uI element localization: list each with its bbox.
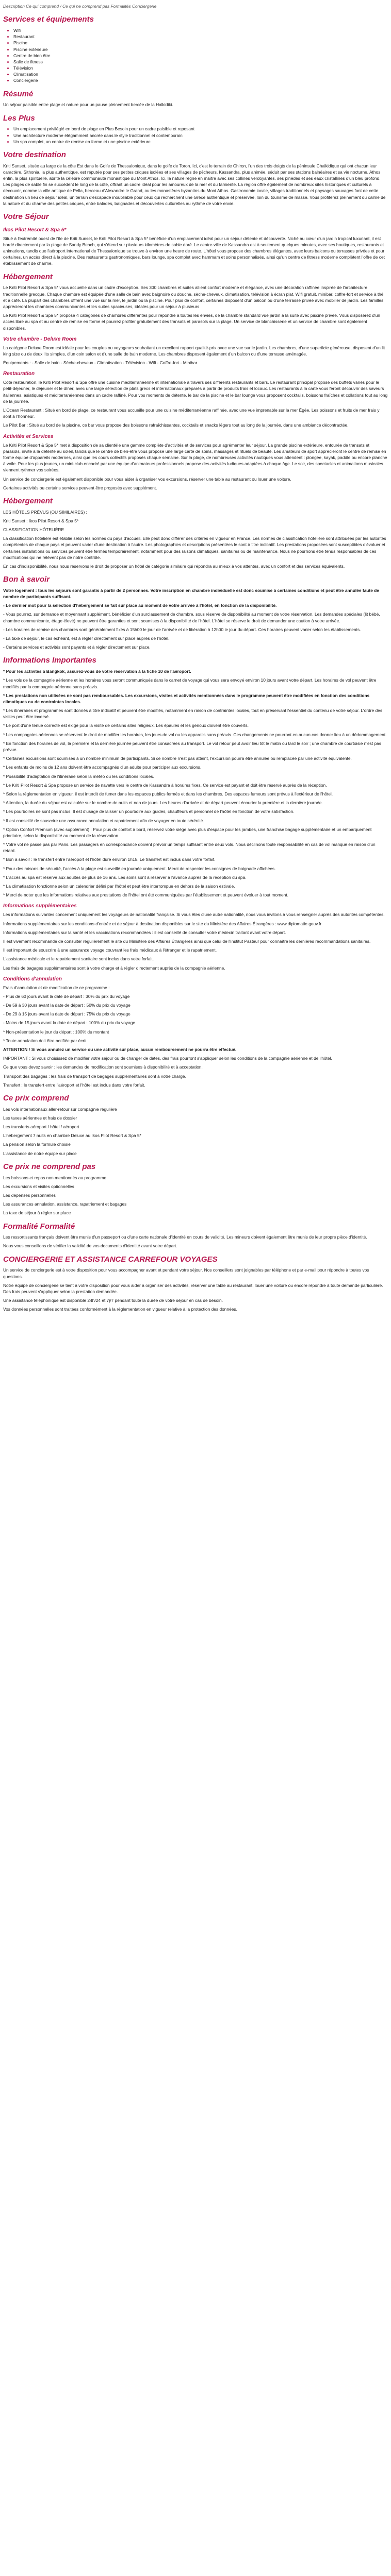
section-heading-informations-importantes: Informations Importantes [3,656,96,665]
paragraph: - Les horaires de remise des chambres sont généralement fixés à 15h00 le jour de l'arrivée et de libération à 12h00 le jour du départ. Ces horaires peuvent varier selon les établissements. [3,626,361,632]
paragraph: - Moins de 15 jours avant la date de départ : 100% du prix du voyage [3,1020,136,1026]
subsection-heading-votre-chambre-deluxe-room: Votre chambre - Deluxe Room [3,336,77,342]
subsection-heading-activit-s-et-services: Activités et Services [3,433,54,439]
top-caption: Description Ce qui comprend / Ce qui ne comprend pas Formalités Conciergerie [3,4,157,9]
paragraph: La pension selon la formule choisie [3,1142,71,1147]
section-heading-votre-s-jour: Votre Séjour [3,212,49,221]
paragraph: Les boissons et repas non mentionnés au programme [3,1175,107,1180]
paragraph: Un séjour paisible entre plage et nature pour un pause pleinement bercée de la Halkidiki. [3,102,173,108]
paragraph: La catégorie Deluxe Room est idéale pour les couples ou voyageurs souhaitant un excellent rapport qualité-prix avec une vue sur le jardin. Les chambres, d'une superficie généreuse, disposent d'un lit king size ou de deux lits simples, d'un coin salon et d'une salle de bain moderne. Les chambres disposent également d'un balcon ou d'une terrasse aménagée. [3,345,385,357]
paragraph: Vos données personnelles sont traitées conformément à la réglementation en vigueur relative à la protection des données. [3,1307,237,1312]
paragraph: Le Kriti Pilot Resort & Spa 5* propose 4 catégories de chambres différentes pour répondre à toutes les envies, de la chambre standard vue jardin à la suite avec piscine privée. Vous disposerez d'un accès libre au spa et au centre de remise en forme et pourrez profiter gratuitement des transats et parasols sur la plage. Un service de blanchisserie et un service de chambre sont également disponibles. [3,313,380,331]
list-item-text: Télévision [13,65,33,71]
subsection-heading-conditions-d-annulation: Conditions d'annulation [3,976,62,982]
list-item [13,71,388,77]
paragraph: L'Ocean Restaurant : Situé en bord de plage, ce restaurant vous accueille pour une cuisine méditerranéenne raffinée, avec une vue imprenable sur la mer Égée. Les poissons et fruits de mer frais y sont à l'honneur. [3,408,380,419]
list-item-text: Un emplacement privilégié en bord de plage en Plus Besoin pour un cadre paisible et reposant [13,126,195,132]
paragraph: - Plus de 60 jours avant la date de départ : 30% du prix du voyage [3,993,130,999]
paragraph: - La taxe de séjour, le cas échéant, est à régler directement sur place auprès de l'hôtel. [3,636,170,641]
paragraph: Côté restauration, le Kriti Pilot Resort & Spa offre une cuisine méditerranéenne et internationale à travers ses différents restaurants et bars. Le restaurant principal propose des buffets variés pour le petit-déjeuner, le déjeuner et le dîner, avec une large sélection de plats grecs et internationaux préparés à partir de produits frais et locaux. Les restaurants à la carte vous feront découvrir des saveurs italiennes, asiatiques et méditerranéennes dans un cadre raffiné. Pour vos moments de détente, le bar de la piscine et le bar lounge vous proposent cocktails, boissons fraîches et collations tout au long de la journée. [3,380,388,404]
section-heading-h-bergement: Hébergement [3,496,53,505]
paragraph: * Les enfants de moins de 12 ans doivent être accompagnés d'un adulte pour participer aux excursions. [3,765,202,770]
paragraph: L'hébergement 7 nuits en chambre Deluxe au Ikos Pilot Resort & Spa 5* [3,1133,141,1139]
paragraph: Les dépenses personnelles [3,1192,56,1198]
paragraph: * Certaines excursions sont soumises à un nombre minimum de participants. Si ce nombre n'est pas atteint, l'excursion pourra être annulée ou remplacée par une activité équivalente. [3,756,352,761]
paragraph: Le Kriti Pilot Resort & Spa 5* met à disposition de sa clientèle une gamme complète d'activités et de services pour agrémenter leur séjour. La grande piscine extérieure, entourée de transats et parasols, invite à la détente au soleil, tandis que le centre de bien-être vous propose une large carte de soins, massages et rituels de beauté. Les amateurs de sport apprécieront le centre de remise en forme équipé d'appareils modernes, ainsi que les cours collectifs proposés chaque semaine. Sur la plage, de nombreuses activités nautiques vous attendent : plongée, kayak, paddle ou encore planche à voile. Pour les plus jeunes, un mini-club encadré par une équipe d'animateurs professionnels propose des activités ludiques adaptées à chaque âge. Le soir, des spectacles et animations musicales viennent rythmer vos soirées. [3,442,387,473]
paragraph: Les frais de bagages supplémentaires sont à votre charge et à régler directement auprès de la compagnie aérienne. [3,965,225,971]
paragraph: L'assistance médicale et le rapatriement sanitaire sont inclus dans votre forfait. [3,956,154,962]
paragraph: * Le Kriti Pilot Resort & Spa propose un service de navette vers le centre de Kassandra à horaires fixes. Ce service est payant et doit être réservé auprès de la réception. [3,782,327,788]
section-heading-h-bergement: Hébergement [3,272,53,281]
paragraph: L'assistance de notre équipe sur place [3,1150,77,1156]
list-item-text: Centre de bien être [13,53,51,58]
bullet-list [3,126,388,145]
section-heading-les-plus: Les Plus [3,113,35,123]
paragraph: Un service de conciergerie est également disponible pour vous aider à organiser vos excursions, réserver une table au restaurant ou louer une voiture. [3,476,291,482]
paragraph: Votre logement : tous les séjours sont garantis à partir de 2 personnes. Votre inscription en chambre individuelle est donc soumise à certaines conditions et peut être annulée faute de nombre de participants suffisant. [3,587,379,600]
paragraph: Transport des bagages : les frais de transport de bagages supplémentaires sont à votre charge. [3,1073,186,1079]
paragraph: Les taxes aériennes et frais de dossier [3,1115,77,1121]
list-item-text: Piscine [13,40,27,46]
section-heading-ce-prix-ne-comprend-pas: Ce prix ne comprend pas [3,1162,96,1171]
section-heading-bon-savoir: Bon à savoir [3,575,50,584]
paragraph: ATTENTION ! Si vous annulez un service ou une activité sur place, aucun remboursement ne pourra être effectué. [3,1047,237,1052]
paragraph: Ce que vous devez savoir : les demandes de modification sont soumises à disponibilité et à acceptation. [3,1064,203,1070]
paragraph: Kriti Sunset, située au large de la côte Est dans le Golfe de Thessalonique, dans le golfe de Toron. Ici, c'est le terrain de Chiron, l'un des trois doigts de la péninsule Chalkidique qui ont chacun leur caractère. Sithonia, la plus authentique, est réputée pour ses petites criques isolées et ses villages de pêcheurs. Kassandra, plus animée, séduit par ses stations balnéaires et sa vie nocturne. Athos enfin, la plus spirituelle, abrite la célèbre communauté monastique du Mont Athos. Ici, la nature règne en maître avec ses collines verdoyantes, ses pinèdes et ses eaux cristallines d'un bleu profond. Les plages de sable fin se succèdent le long de la côte, offrant un cadre idéal pour les amoureux de la mer et du farniente. La région offre également de nombreux sites historiques et culturels à découvrir, comme la ville antique de Pella, berceau d'Alexandre le Grand, ou les monastères byzantins du Mont Athos. Gastronomie locale, villages traditionnels et paysages sauvages font de cette destination un lieu de séjour idéal, un terrain d'escapade inoubliable pour ceux qui recherchent une Grèce authentique et préservée, loin du tourisme de masse. Vous profiterez pleinement du calme de la nature et du charme des petites criques, entre balades, baignades et découvertes culturelles au rythme de votre envie. [3,163,386,206]
paragraph: CLASSIFICATION HÔTELIÈRE [3,527,64,532]
paragraph: Situé à l'extrémité ouest de l'île de Kriti Sunset, le Kriti Pilot Resort & Spa 5* bénéficie d'un emplacement idéal pour un séjour détente et découverte. Niché au cœur d'un jardin tropical luxuriant, il est bordé directement par la plage de Sandy Beach, qui s'étend sur plusieurs kilomètres de sable doré. Le centre-ville de Kassandra est à seulement quelques minutes, avec ses boutiques, restaurants et animations, tandis que l'aéroport international de Thessalonique se trouve à environ une heure de route. L'hôtel vous propose des chambres élégantes, avec leurs balcons ou terrasses privées et pour certaines, un accès direct à la piscine. Des restaurants gastronomiques, bars lounge, spa complet avec hammam et soins personnalisés, ainsi qu'un centre de fitness moderne complètent l'offre de cet établissement de charme. [3,235,385,266]
paragraph: Les transferts aéroport / hôtel / aéroport [3,1124,79,1130]
list-item-text: Conciergerie [13,78,38,83]
paragraph: Informations supplémentaires sur la santé et les vaccinations recommandées : il est conseillé de consulter votre médecin traitant avant votre départ. [3,929,286,935]
list-item-text: Un spa complet, un centre de remise en forme et une piscine extérieure [13,139,151,144]
list-item-text: Piscine extérieure [13,46,48,52]
section-heading-conciergerie-et-assistance-carrefour-voy: CONCIERGERIE ET ASSISTANCE CARREFOUR VOYAGES [3,1255,218,1264]
list-item-text: Une architecture moderne élégamment ancrée dans le style traditionnel et contemporain [13,132,183,138]
list-item [13,77,388,83]
paragraph: - Vous pourrez, sur demande et moyennant supplément, bénéficier d'un surclassement de chambre, sous réserve de disponibilité au moment de votre réservation. Les demandes spéciales (lit bébé, chambre communicante, étage élevé) ne peuvent être garanties et sont soumises à la disponibilité de l'hôtel. L'hôtel se réserve le droit de demander une caution à votre arrivée. [3,612,380,623]
paragraph: * La climatisation fonctionne selon un calendrier défini par l'hôtel et peut être interrompue en dehors de la saison estivale. [3,884,235,889]
paragraph: Les vols internationaux aller-retour sur compagnie régulière [3,1106,117,1112]
paragraph: Il est important de souscrire à une assurance voyage couvrant les frais médicaux à l'étranger et le rapatriement. [3,947,217,953]
bullet-list [3,27,388,84]
paragraph: * Option Confort Premium (avec supplément) : Pour plus de confort à bord, réservez votre siège avec plus d'espace pour les jambes, une franchise bagage supplémentaire et un embarquement prioritaire, selon la disponibilité au moment de la réservation. [3,826,372,838]
section-heading-r-sum: Résumé [3,89,34,98]
paragraph: * Les pourboires ne sont pas inclus. Il est d'usage de laisser un pourboire aux guides, chauffeurs et personnel de l'hôtel en fonction de votre satisfaction. [3,809,295,815]
paragraph: Les excursions et visites optionnelles [3,1183,74,1189]
paragraph: - De 29 à 15 jours avant la date de départ : 75% du prix du voyage [3,1011,131,1017]
list-item [13,53,388,59]
paragraph: * En fonction des horaires de vol, la première et la dernière journée peuvent être consacrées au transport. Le vol retour peut avoir lieu tôt le matin ou tard le soir ; une chambre de courtoisie n'est pas prévue. [3,740,381,752]
list-item [13,132,388,139]
paragraph: Le Kriti Pilot Resort & Spa 5* vous accueille dans un cadre d'exception. Ses 300 chambres et suites allient confort moderne et élégance, avec une décoration raffinée inspirée de l'architecture traditionnelle grecque. Chaque chambre est équipée d'une salle de bain avec baignoire ou douche, sèche-cheveux, climatisation, télévision à écran plat, Wifi gratuit, minibar, coffre-fort et service à thé et à café. La plupart des chambres offrent une vue sur la mer, le jardin ou la piscine. Pour plus de confort, certaines disposent d'un balcon ou d'une terrasse privée avec mobilier de jardin. Les familles apprécieront les chambres communicantes et les suites spacieuses, idéales pour un séjour à plusieurs. [3,285,384,309]
paragraph: * Votre vol ne passe pas par Paris. Les passagers en correspondance doivent prévoir un temps suffisant entre deux vols. Nous déclinons toute responsabilité en cas de vol manqué en raison d'un retard. [3,842,376,854]
paragraph: Frais d'annulation et de modification de ce programme : [3,985,110,990]
paragraph: Nous vous conseillons de vérifier la validité de vos documents d'identité avant votre départ. [3,1243,177,1249]
list-item-text: Restaurant [13,34,35,40]
list-item [13,139,388,145]
paragraph: * Les prestations non utilisées ne sont pas remboursables. Les excursions, visites et activités mentionnées dans le programme peuvent être modifiées en fonction des conditions climatiques ou de contraintes locales. [3,692,370,704]
paragraph: * Les compagnies aériennes se réservent le droit de modifier les horaires, les jours de vol ou les appareils sans préavis. Ces changements ne pourront en aucun cas donner lieu à un dédommagement. [3,732,387,737]
paragraph: Équipements : - Salle de bain - Sèche-cheveux - Climatisation - Télévision - Wifi - Coffre-fort - Minibar [3,360,198,366]
paragraph: Les assurances annulation, assistance, rapatriement et bagages [3,1201,127,1207]
paragraph: Kriti Sunset : Ikos Pilot Resort & Spa 5* [3,518,79,523]
paragraph: Une assistance téléphonique est disponible 24h/24 et 7j/7 pendant toute la durée de votre séjour en cas de besoin. [3,1298,223,1303]
subsection-heading-restauration: Restauration [3,371,35,377]
paragraph: Les informations suivantes concernent uniquement les voyageurs de nationalité française. Si vous êtes d'une autre nationalité, nous vous invitons à vous renseigner auprès des autorités compétentes. [3,912,385,918]
paragraph: LES HÔTELS PRÉVUS (OU SIMILAIRES) : [3,509,87,515]
paragraph: - De 59 à 30 jours avant la date de départ : 50% du prix du voyage [3,1003,131,1008]
list-item [13,126,388,132]
paragraph: * Merci de noter que les informations relatives aux prestations de l'hôtel ont été communiquées par l'établissement et peuvent évoluer à tout moment. [3,892,288,898]
section-heading-formalit-formalit: Formalité Formalité [3,1222,75,1231]
paragraph: * Les vols de la compagnie aérienne et les horaires vous seront communiqués dans le carnet de voyage qui vous sera envoyé environ 10 jours avant votre départ. Les horaires de vol peuvent être modifiés par la compagnie aérienne sans préavis. [3,677,377,689]
paragraph: * Bon à savoir : le transfert entre l'aéroport et l'hôtel dure environ 1h15. Le transfert est inclus dans votre forfait. [3,857,216,862]
paragraph: * Il est conseillé de souscrire une assurance annulation et rapatriement afin de voyager en toute sérénité. [3,818,204,823]
paragraph: Les ressortissants français doivent être munis d'un passeport ou d'une carte nationale d'identité en cours de validité. Les mineurs doivent également être munis de leur propre pièce d'identité. [3,1234,367,1240]
paragraph: * Selon la réglementation en vigueur, il est interdit de fumer dans les espaces publics fermés et dans les chambres. Des espaces fumeurs sont prévus à l'extérieur de l'hôtel. [3,791,333,796]
list-item [13,65,388,71]
list-item [13,46,388,53]
paragraph: La classification hôtelière est établie selon les normes du pays d'accueil. Elle peut donc différer des critères en vigueur en France. Les normes de classification hôtelière sont attribuées par les autorités compétentes de chaque pays et peuvent varier d'une destination à l'autre. Les photographies et descriptions présentées le sont à titre indicatif. Les prestations proposées sont susceptibles d'évoluer et certaines installations ou services peuvent être fermés temporairement, notamment pour des raisons climatiques, sanitaires ou de maintenance. Nous ne pourrions être tenus responsables de ces modifications qui ne relèvent pas de notre contrôle. [3,536,386,560]
list-item [13,27,388,33]
paragraph: * Les itinéraires et programmes sont donnés à titre indicatif et peuvent être modifiés, notamment en raison de contraintes locales, tout en préservant l'essentiel du contenu de votre séjour. L'ordre des visites peut être inversé. [3,708,383,720]
paragraph: - Certains services et activités sont payants et à régler directement sur place. [3,645,151,650]
paragraph: IMPORTANT : Si vous choisissez de modifier votre séjour ou de changer de dates, des frais pourront s'appliquer selon les conditions de la compagnie aérienne et de l'hôtel. [3,1056,332,1061]
list-item-text: Climatisation [13,72,38,77]
paragraph: Il est vivement recommandé de consulter régulièrement le site du Ministère des Affaires Étrangères ainsi que celui de l'Institut Pasteur pour connaître les dernières recommandations sanitaires. [3,938,371,944]
list-item-text: Salle de fitness [13,59,43,64]
paragraph: * Possibilité d'adaptation de l'itinéraire selon la météo ou les conditions locales. [3,773,154,779]
section-heading-ce-prix-comprend: Ce prix comprend [3,1093,69,1103]
list-item [13,59,388,65]
paragraph: * Toute annulation doit être notifiée par écrit. [3,1038,88,1043]
list-item [13,33,388,40]
section-heading-votre-destination: Votre destination [3,150,66,159]
paragraph: * L'accès au spa est réservé aux adultes de plus de 16 ans. Les soins sont à réserver à l'avance auprès de la réception du spa. [3,874,247,880]
paragraph: Informations supplémentaires sur les conditions d'entrée et de séjour à destination disponibles sur le site du Ministère des Affaires Étrangères : www.diplomatie.gouv.fr [3,921,322,926]
section-heading-services-et-quipements: Services et équipements [3,15,94,24]
paragraph: * Pour des raisons de sécurité, l'accès à la plage est surveillé en journée uniquement. Merci de respecter les consignes de baignade affichées. [3,866,276,871]
paragraph: Transfert : le transfert entre l'aéroport et l'hôtel est inclus dans votre forfait. [3,1082,145,1088]
paragraph: La taxe de séjour à régler sur place [3,1210,71,1216]
list-item-text: Wifi [13,27,21,33]
paragraph: * Non-présentation le jour du départ : 100% du montant [3,1029,109,1035]
paragraph: Certaines activités ou certains services peuvent être proposés avec supplément. [3,485,157,490]
paragraph: * Le port d'une tenue correcte est exigé pour la visite de certains sites religieux. Les épaules et les genoux doivent être couverts. [3,723,249,728]
paragraph: En cas d'indisponibilité, nous nous réservons le droit de proposer un hôtel de catégorie similaire qui répondra au mieux à vos attentes, avec un confort et des services équivalents. [3,563,345,569]
paragraph: * Pour les activités à Bangkok, assurez-vous de votre réservation à la fiche 10 de l'aéroport. [3,669,191,674]
paragraph: Un service de conciergerie est à votre disposition pour vous accompagner avant et pendant votre séjour. Nos conseillers sont joignables par téléphone et par e-mail pour répondre à toutes vos questions. [3,1267,369,1279]
subsection-heading-ikos-pilot-resort-spa-5: Ikos Pilot Resort & Spa 5* [3,227,67,233]
paragraph: * Attention, la durée du séjour est calculée sur le nombre de nuits et non de jours. Les heures d'arrivée et de départ peuvent écourter la première et la dernière journée. [3,800,323,806]
paragraph: - Le dernier mot pour la sélection d'hébergement se fait sur place au moment de votre arrivée à l'hôtel, en fonction de la disponibilité. [3,603,277,608]
paragraph: Le Pilot Bar : Situé au bord de la piscine, ce bar vous propose des boissons rafraîchissantes, cocktails et snacks légers tout au long de la journée, dans une ambiance décontractée. [3,422,349,428]
subsection-heading-informations-suppl-mentaires: Informations supplémentaires [3,903,77,909]
paragraph: Notre équipe de conciergerie se tient à votre disposition pour vous aider à organiser des activités, réserver une table au restaurant, louer une voiture ou encore répondre à toute demande particulière. Des frais peuvent s'appliquer selon la prestation demandée. [3,1282,383,1294]
list-item [13,40,388,46]
